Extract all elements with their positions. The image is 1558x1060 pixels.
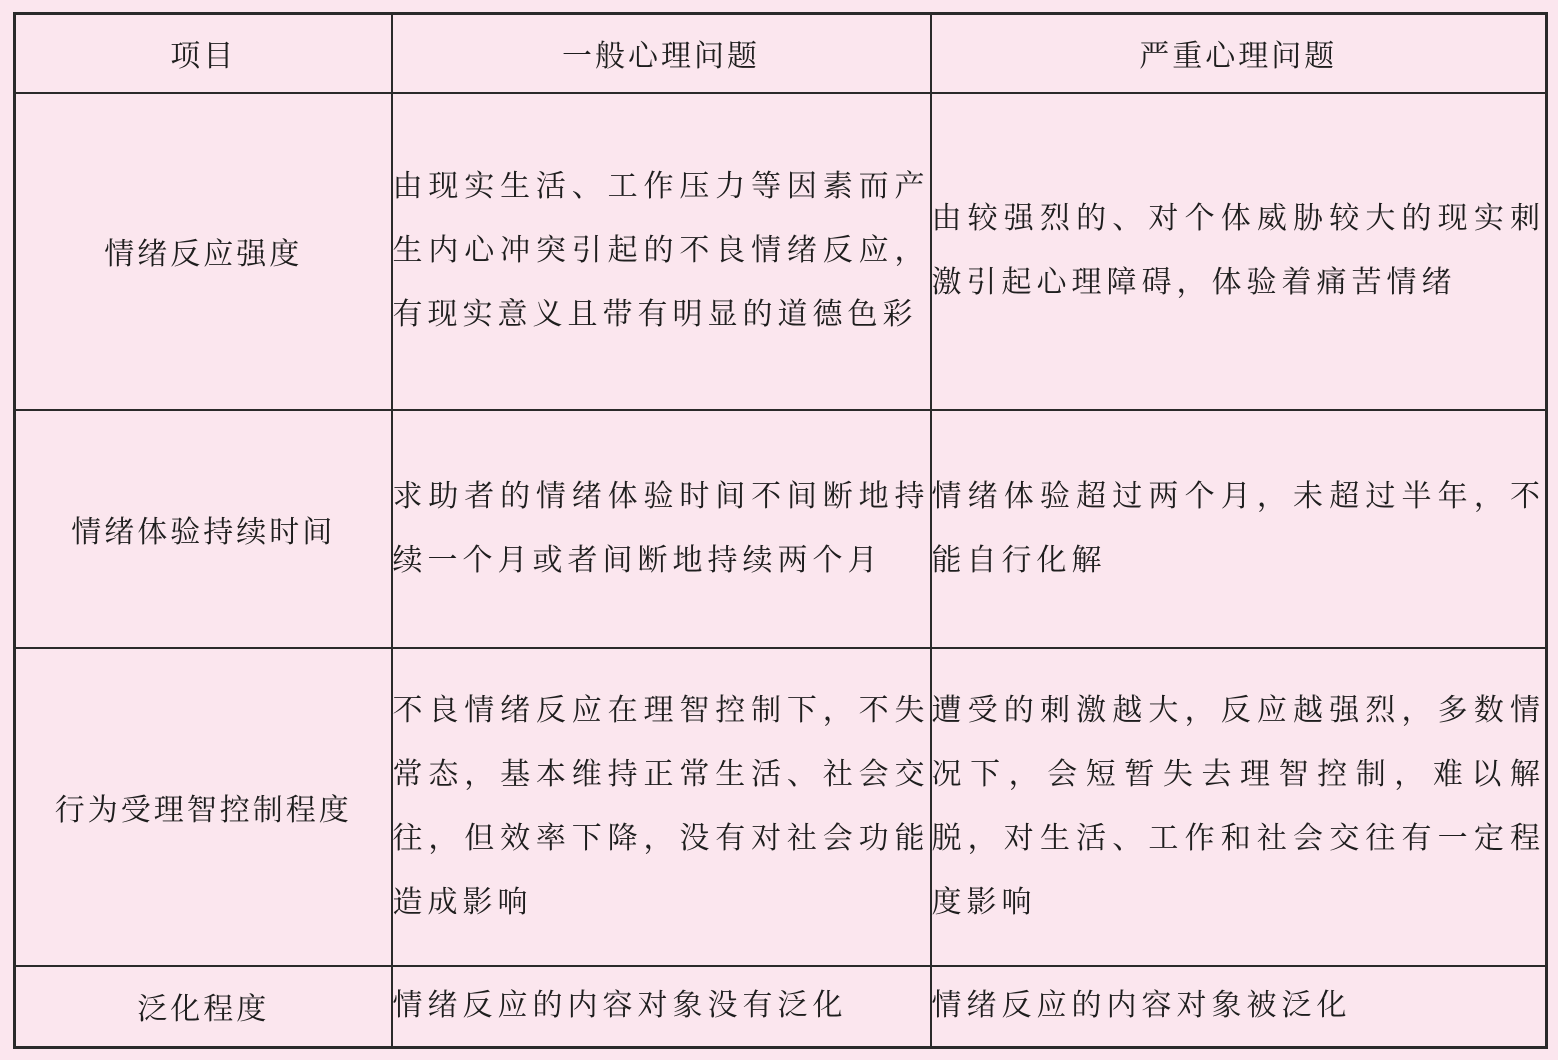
- table-row: [15, 410, 1547, 648]
- comparison-table: [13, 12, 1548, 1049]
- header-general: 一般心理问题: [392, 14, 931, 93]
- serious-problem-cell: 情绪反应的内容对象被泛化: [931, 966, 1547, 1048]
- table-row: [15, 93, 1547, 410]
- row-item-label: 情绪反应强度: [15, 93, 392, 410]
- header-item: 项目: [15, 14, 392, 93]
- general-problem-cell: 情绪反应的内容对象没有泛化: [392, 966, 931, 1048]
- general-problem-cell: 求助者的情绪体验时间不间断地持续一个月或者间断地持续两个月: [392, 410, 931, 648]
- row-item-label: 情绪体验持续时间: [15, 410, 392, 648]
- serious-problem-cell: 由较强烈的、对个体威胁较大的现实刺激引起心理障碍，体验着痛苦情绪: [931, 93, 1547, 410]
- general-problem-cell: 不良情绪反应在理智控制下，不失常态，基本维持正常生活、社会交往，但效率下降，没有对社会功能造成影响: [392, 648, 931, 966]
- general-problem-cell: 由现实生活、工作压力等因素而产生内心冲突引起的不良情绪反应，有现实意义且带有明显的道德色彩: [392, 93, 931, 410]
- serious-problem-cell: 情绪体验超过两个月，未超过半年，不能自行化解: [931, 410, 1547, 648]
- table-row: [15, 966, 1547, 1048]
- header-row: [15, 14, 1547, 93]
- header-serious: 严重心理问题: [931, 14, 1547, 93]
- row-item-label: 泛化程度: [15, 966, 392, 1048]
- row-item-label: 行为受理智控制程度: [15, 648, 392, 966]
- table-row: [15, 648, 1547, 966]
- serious-problem-cell: 遭受的刺激越大，反应越强烈，多数情况下，会短暂失去理智控制，难以解脱，对生活、工作和社会交往有一定程度影响: [931, 648, 1547, 966]
